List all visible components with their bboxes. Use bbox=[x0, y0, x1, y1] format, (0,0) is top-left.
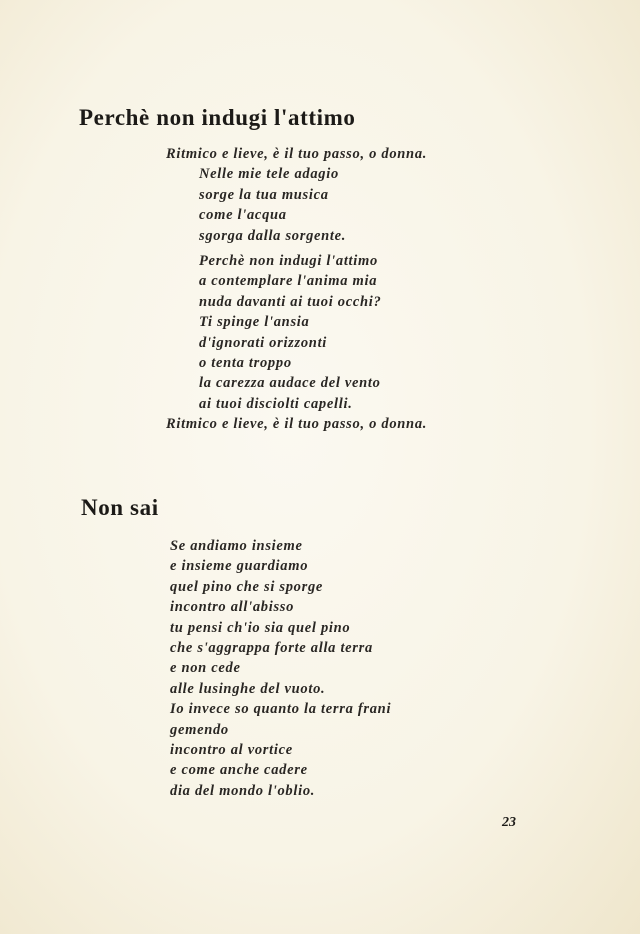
poem-line: incontro all'abisso bbox=[170, 599, 295, 616]
poem-line: gemendo bbox=[170, 721, 229, 738]
poem-line: Se andiamo insieme bbox=[170, 538, 303, 554]
poem-line: Io invece so quanto la terra frani bbox=[170, 701, 392, 718]
poem-line: alle lusinghe del vuoto. bbox=[170, 680, 326, 697]
poem-body bbox=[166, 144, 427, 435]
poem-line: a contemplare l'anima mia bbox=[199, 273, 378, 290]
poem-line: o tenta troppo bbox=[199, 355, 292, 372]
poem-line: e come anche cadere bbox=[170, 762, 308, 779]
poem-body bbox=[170, 536, 391, 801]
poem-line: Nelle mie tele adagio bbox=[199, 166, 339, 183]
poem-line: come l'acqua bbox=[199, 207, 287, 224]
page-number: 23 bbox=[502, 815, 516, 830]
poem-line: Ritmico e lieve, è il tuo passo, o donna. bbox=[166, 146, 428, 162]
poem-line: e non cede bbox=[170, 660, 241, 677]
poem-line: Ti spinge l'ansia bbox=[199, 314, 310, 331]
poem-line: ai tuoi disciolti capelli. bbox=[199, 395, 353, 412]
poem-line: sgorga dalla sorgente. bbox=[199, 227, 347, 244]
poem-line: e insieme guardiamo bbox=[170, 558, 309, 575]
poem-line: nuda davanti ai tuoi occhi? bbox=[199, 293, 382, 310]
poem-line: incontro al vortice bbox=[170, 742, 293, 759]
poem-line: quel pino che si sporge bbox=[170, 578, 324, 595]
poem-line: dia del mondo l'oblio. bbox=[170, 782, 316, 799]
poem-line: la carezza audace del vento bbox=[199, 375, 381, 392]
poem-title: Perchè non indugi l'attimo bbox=[79, 105, 356, 130]
poem-line: tu pensi ch'io sia quel pino bbox=[170, 619, 351, 636]
poem-line: che s'aggrappa forte alla terra bbox=[170, 640, 373, 657]
poem-line: Perchè non indugi l'attimo bbox=[199, 253, 378, 270]
poem-line: sorge la tua musica bbox=[199, 186, 329, 203]
poem-line: Ritmico e lieve, è il tuo passo, o donna. bbox=[166, 416, 428, 433]
poem-title: Non sai bbox=[81, 495, 159, 520]
poem-line: d'ignorati orizzonti bbox=[199, 334, 328, 351]
